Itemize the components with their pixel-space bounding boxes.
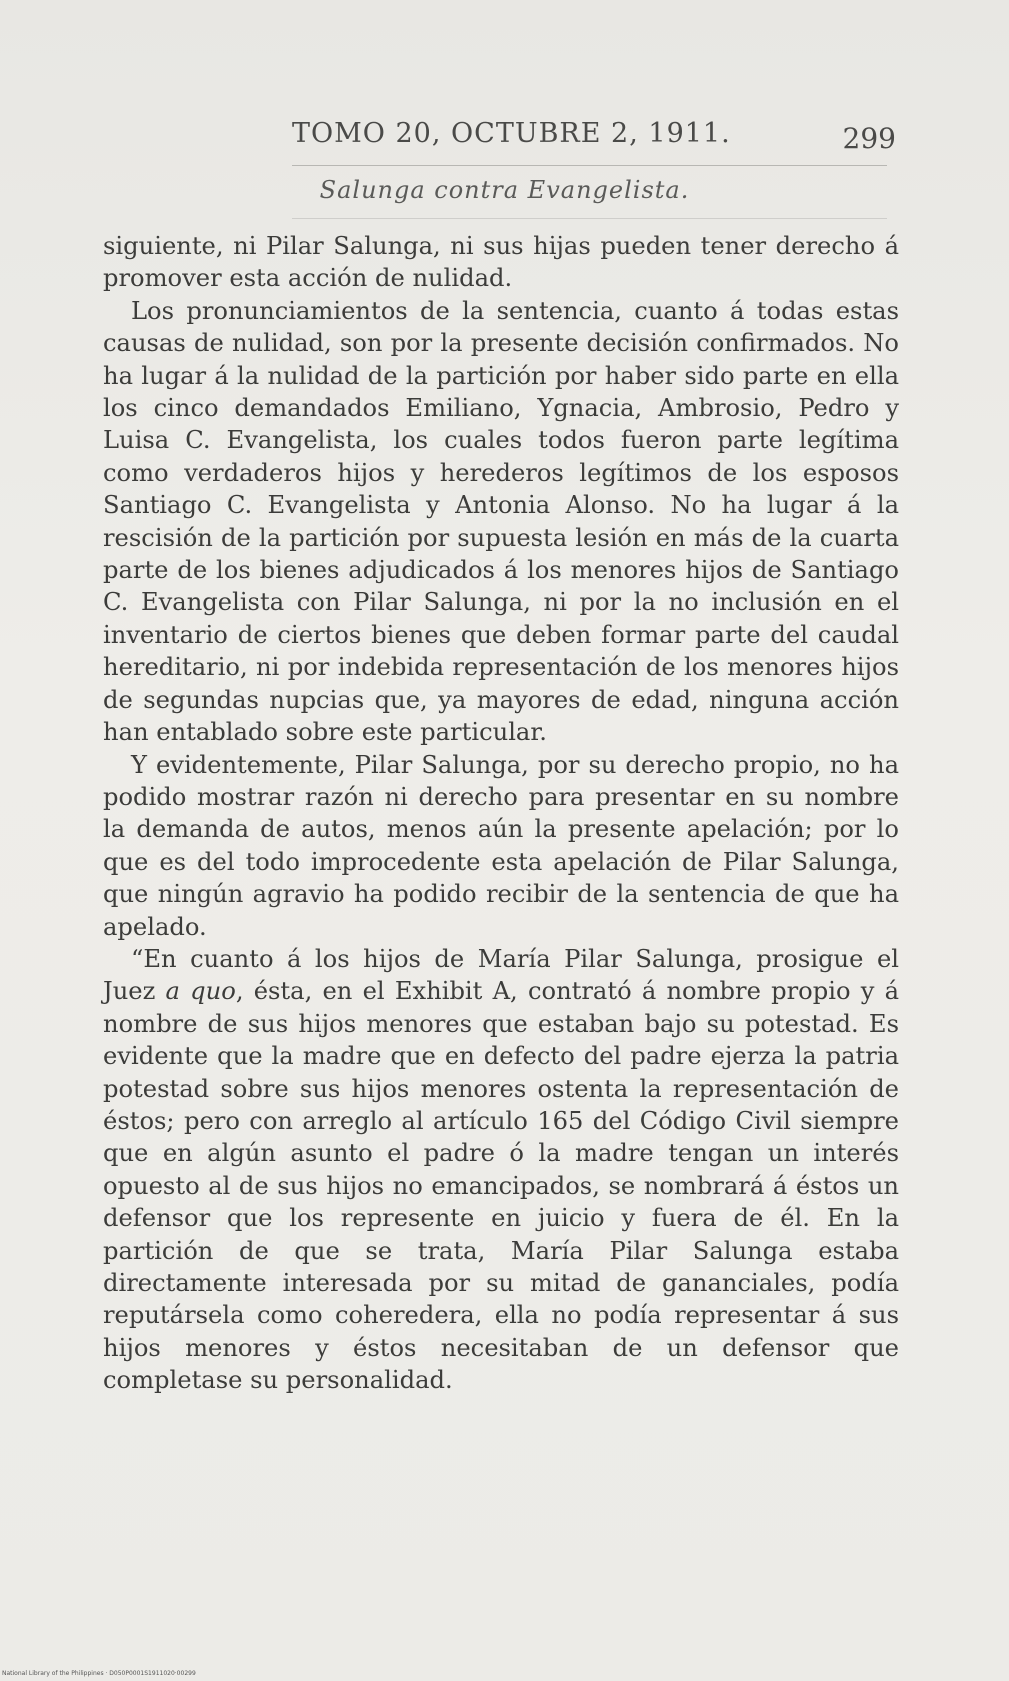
quoted-paragraph [103, 943, 899, 1397]
paragraph: Los pronunciamientos de la sentencia, cuanto á todas estas causas de nulidad, son por la presente decisión confirmados. No ha lugar á la nulidad de la partición por haber sido parte en ella los cinco demandados Emiliano, Ygnacia, Ambrosio, Pedro y Luisa C. Evangelista, los cuales todos fueron parte legítima como verdaderos hijos y herederos legítimos de los esposos Santiago C. Evangelista y Antonia Alonso. No ha lugar á la rescisión de la partición por supuesta lesión en más de la cuarta parte de los bienes adjudicados á los menores hijos de Santiago C. Evangelista con Pilar Salunga, ni por la no inclusión en el inventario de ciertos bienes que deben formar parte del caudal hereditario, ni por indebida representación de los menores hijos de segundas nupcias que, ya mayores de edad, ninguna acción han entablado sobre este particular. [103, 296, 899, 747]
running-title: TOMO 20, OCTUBRE 2, 1911. [292, 118, 731, 149]
paragraph: Y evidentemente, Pilar Salunga, por su derecho propio, no ha podido mostrar razón ni derecho para presentar en su nombre la demanda de autos, menos aún la presente apelación; por lo que es del todo improcedente esta apelación de Pilar Salunga, que ningún agravio ha podido recibir de la sentencia de que ha apelado. [103, 750, 899, 941]
quote-text: , ésta, en el Exhibit A, contrató á nombre propio y á nombre de sus hijos menores que estaban bajo su potestad. Es evidente que la madre que en defecto del padre ejerza la patria potestad sobre sus hijos menores ostenta la representación de éstos; pero con arreglo al artículo 165 del Código Civil siempre que en algún asunto el padre ó la madre tengan un interés opuesto al de sus hijos no emancipados, se nombrará á éstos un defensor que los represente en juicio y fuera de él. En la partición de que se trata, María Pilar Salunga estaba directamente interesada por su mitad de gananciales, podía reputársela como coheredera, ella no podía representar á sus hijos menores y éstos necesitaban de un defensor que completase su personalidad. [103, 977, 900, 1395]
case-title: Salunga contra Evangelista. [319, 176, 690, 204]
body-text [103, 230, 899, 1397]
quote-text: “En cuanto á los hijos de María Pilar Salunga, prosigue el Juez [103, 944, 899, 1006]
latin-term: a quo [165, 977, 236, 1006]
scan-footer-note: National Library of the Philippines · D050P0001S1911020·00299 [2, 1670, 196, 1677]
paragraph-continuation: siguiente, ni Pilar Salunga, ni sus hijas pueden tener derecho á promover esta acción de nulidad. [103, 232, 899, 293]
page-number: 299 [842, 122, 896, 155]
header-rule [292, 165, 887, 166]
subtitle-rule [292, 218, 887, 219]
